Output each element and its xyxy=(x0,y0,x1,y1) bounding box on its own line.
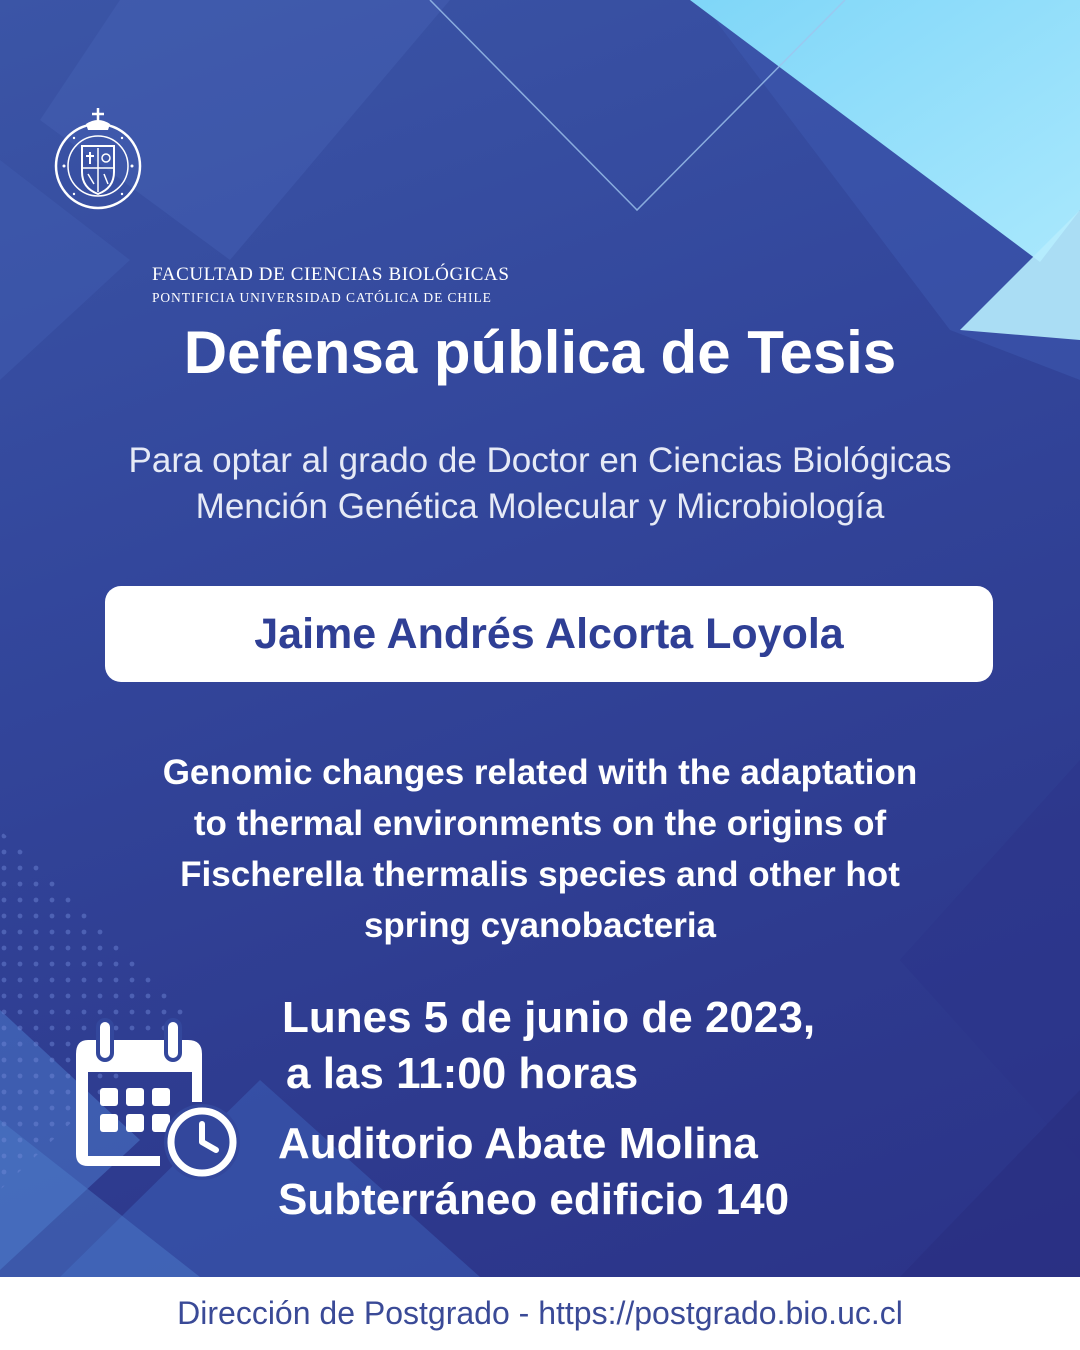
degree-subtitle xyxy=(0,438,1080,530)
faculty-logo xyxy=(52,104,542,305)
event-date: Lunes 5 de junio de 2023, xyxy=(282,993,816,1042)
thesis-title-line: spring cyanobacteria xyxy=(363,906,717,945)
footer-link[interactable]: Dirección de Postgrado - https://postgrado.bio.uc.cl xyxy=(177,1295,903,1331)
event-time: a las 11:00 horas xyxy=(286,1049,639,1098)
candidate-name-box xyxy=(105,586,993,682)
faculty-name: FACULTAD DE CIENCIAS BIOLÓGICAS xyxy=(152,264,510,285)
degree-line: Para optar al grado de Doctor en Ciencias Biológicas xyxy=(128,441,952,480)
footer xyxy=(0,1277,1080,1350)
page-title: Defensa pública de Tesis xyxy=(183,319,897,386)
university-name: PONTIFICIA UNIVERSIDAD CATÓLICA DE CHILE xyxy=(152,290,492,305)
university-seal-icon xyxy=(52,104,144,216)
venue-name: Auditorio Abate Molina xyxy=(278,1119,758,1168)
thesis-title-line: Genomic changes related with the adaptation xyxy=(162,753,918,792)
thesis-title xyxy=(0,747,1080,951)
candidate-name: Jaime Andrés Alcorta Loyola xyxy=(254,609,844,658)
event-datetime xyxy=(282,990,815,1102)
thesis-title-line: to thermal environments on the origins of xyxy=(193,804,887,843)
venue-location: Subterráneo edificio 140 xyxy=(278,1175,790,1224)
thesis-title-line: Fischerella thermalis species and other hot xyxy=(180,855,900,894)
calendar-clock-icon xyxy=(70,1018,245,1188)
event-venue xyxy=(278,1116,789,1228)
mention-line: Mención Genética Molecular y Microbiología xyxy=(195,487,885,526)
